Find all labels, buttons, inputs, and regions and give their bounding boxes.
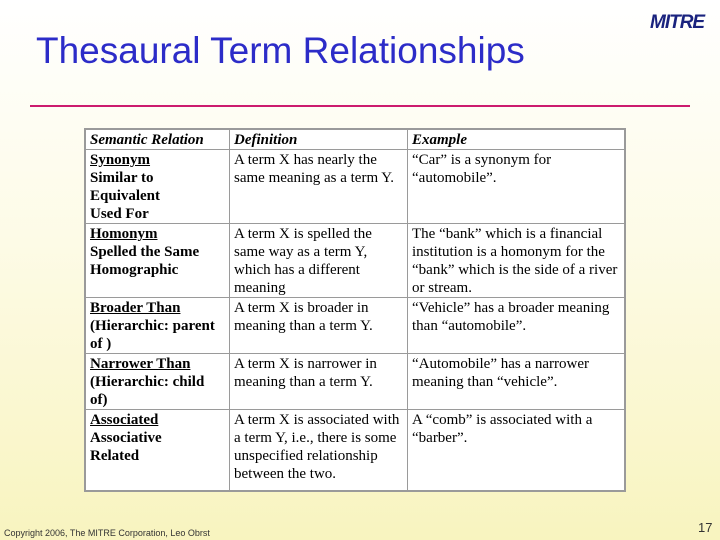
table-row — [86, 150, 625, 224]
relation-name: Associated — [90, 412, 159, 428]
relation-alias: Equivalent — [90, 188, 161, 204]
relation-alias: Homographic — [90, 262, 179, 278]
relation-cell — [86, 410, 230, 491]
table-row — [86, 410, 625, 491]
relation-alias: (Hierarchic: parent of ) — [90, 318, 215, 352]
definition-cell: A term X is associated with a term Y, i.e., there is some unspecified relationship between the two. — [230, 410, 408, 491]
relation-name: Broader Than — [90, 300, 181, 316]
relation-cell — [86, 150, 230, 224]
relation-alias: Spelled the Same — [90, 244, 200, 260]
relation-alias: Similar to — [90, 170, 154, 186]
relation-name: Narrower Than — [90, 356, 191, 372]
relation-alias: Used For — [90, 206, 149, 222]
header-example: Example — [408, 130, 625, 150]
table-row — [86, 224, 625, 298]
mitre-logo: MITRE — [650, 12, 705, 33]
example-cell: “Vehicle” has a broader meaning than “automobile”. — [408, 298, 625, 354]
relation-name: Homonym — [90, 226, 158, 242]
slide-title: Thesaural Term Relationships — [36, 30, 525, 71]
relation-alias: (Hierarchic: child of) — [90, 374, 205, 408]
relation-cell — [86, 298, 230, 354]
definition-cell: A term X is broader in meaning than a term Y. — [230, 298, 408, 354]
table-row — [86, 354, 625, 410]
relation-alias: Related — [90, 448, 140, 464]
table-header-row — [86, 130, 625, 150]
relation-alias: Associative — [90, 430, 162, 446]
header-definition: Definition — [230, 130, 408, 150]
relation-cell — [86, 224, 230, 298]
example-cell: “Car” is a synonym for “automobile”. — [408, 150, 625, 224]
relation-cell — [86, 354, 230, 410]
table-row — [86, 298, 625, 354]
page-number: 17 — [698, 520, 713, 535]
example-cell: The “bank” which is a financial institution is a homonym for the “bank” which is the side of a river or stream. — [408, 224, 625, 298]
relations-table-container — [84, 128, 626, 492]
copyright-footer: Copyright 2006, The MITRE Corporation, Leo Obrst — [4, 528, 210, 538]
relation-name: Synonym — [90, 152, 151, 168]
definition-cell: A term X has nearly the same meaning as a term Y. — [230, 150, 408, 224]
example-cell: “Automobile” has a narrower meaning than “vehicle”. — [408, 354, 625, 410]
definition-cell: A term X is narrower in meaning than a term Y. — [230, 354, 408, 410]
definition-cell: A term X is spelled the same way as a term Y, which has a different meaning — [230, 224, 408, 298]
example-cell: A “comb” is associated with a “barber”. — [408, 410, 625, 491]
title-divider — [30, 105, 690, 107]
relations-table — [85, 129, 625, 491]
header-semantic-relation: Semantic Relation — [86, 130, 230, 150]
